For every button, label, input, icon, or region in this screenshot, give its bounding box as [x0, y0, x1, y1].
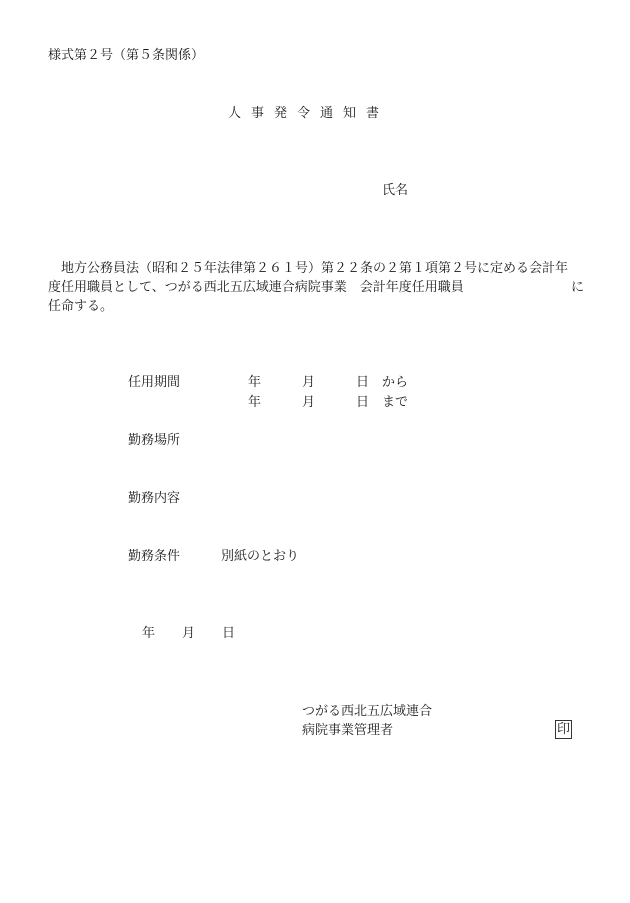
period-from-day: 日: [356, 375, 370, 390]
document-title: 人事発令通知書: [228, 106, 390, 121]
period-to-month: 月: [302, 395, 316, 410]
statement-line-2-end: に: [570, 280, 584, 295]
issue-date-day: 日: [222, 626, 236, 641]
appointment-period-label: 任用期間: [128, 375, 181, 390]
seal-mark: 印: [557, 722, 571, 737]
period-to-day: 日: [356, 395, 370, 410]
period-from-year: 年: [248, 375, 262, 390]
work-content-label: 勤務内容: [128, 491, 181, 506]
name-label: 氏名: [382, 183, 409, 198]
period-from-month: 月: [302, 375, 316, 390]
form-number: 様式第２号（第５条関係）: [48, 48, 205, 63]
appointment-statement: [48, 259, 584, 316]
issuer-title: 病院事業管理者: [302, 723, 394, 738]
work-conditions-value: 別紙のとおり: [221, 549, 300, 564]
work-conditions-label: 勤務条件: [128, 549, 181, 564]
period-to-year: 年: [248, 395, 262, 410]
period-to-suffix: まで: [382, 395, 409, 410]
statement-line-1: 地方公務員法（昭和２５年法律第２６１号）第２２条の２第１項第２号に定める会計年: [61, 261, 569, 276]
issuer-organization: つがる西北五広域連合: [302, 704, 433, 719]
workplace-label: 勤務場所: [128, 433, 181, 448]
statement-line-3: 任命する。: [48, 299, 114, 314]
issue-date-year: 年: [142, 626, 156, 641]
period-from-suffix: から: [382, 375, 409, 390]
statement-line-2-text: 度任用職員として、つがる西北五広域連合病院事業 会計年度任用職員: [48, 280, 464, 295]
statement-line-2: [48, 278, 584, 297]
issue-date-month: 月: [182, 626, 196, 641]
